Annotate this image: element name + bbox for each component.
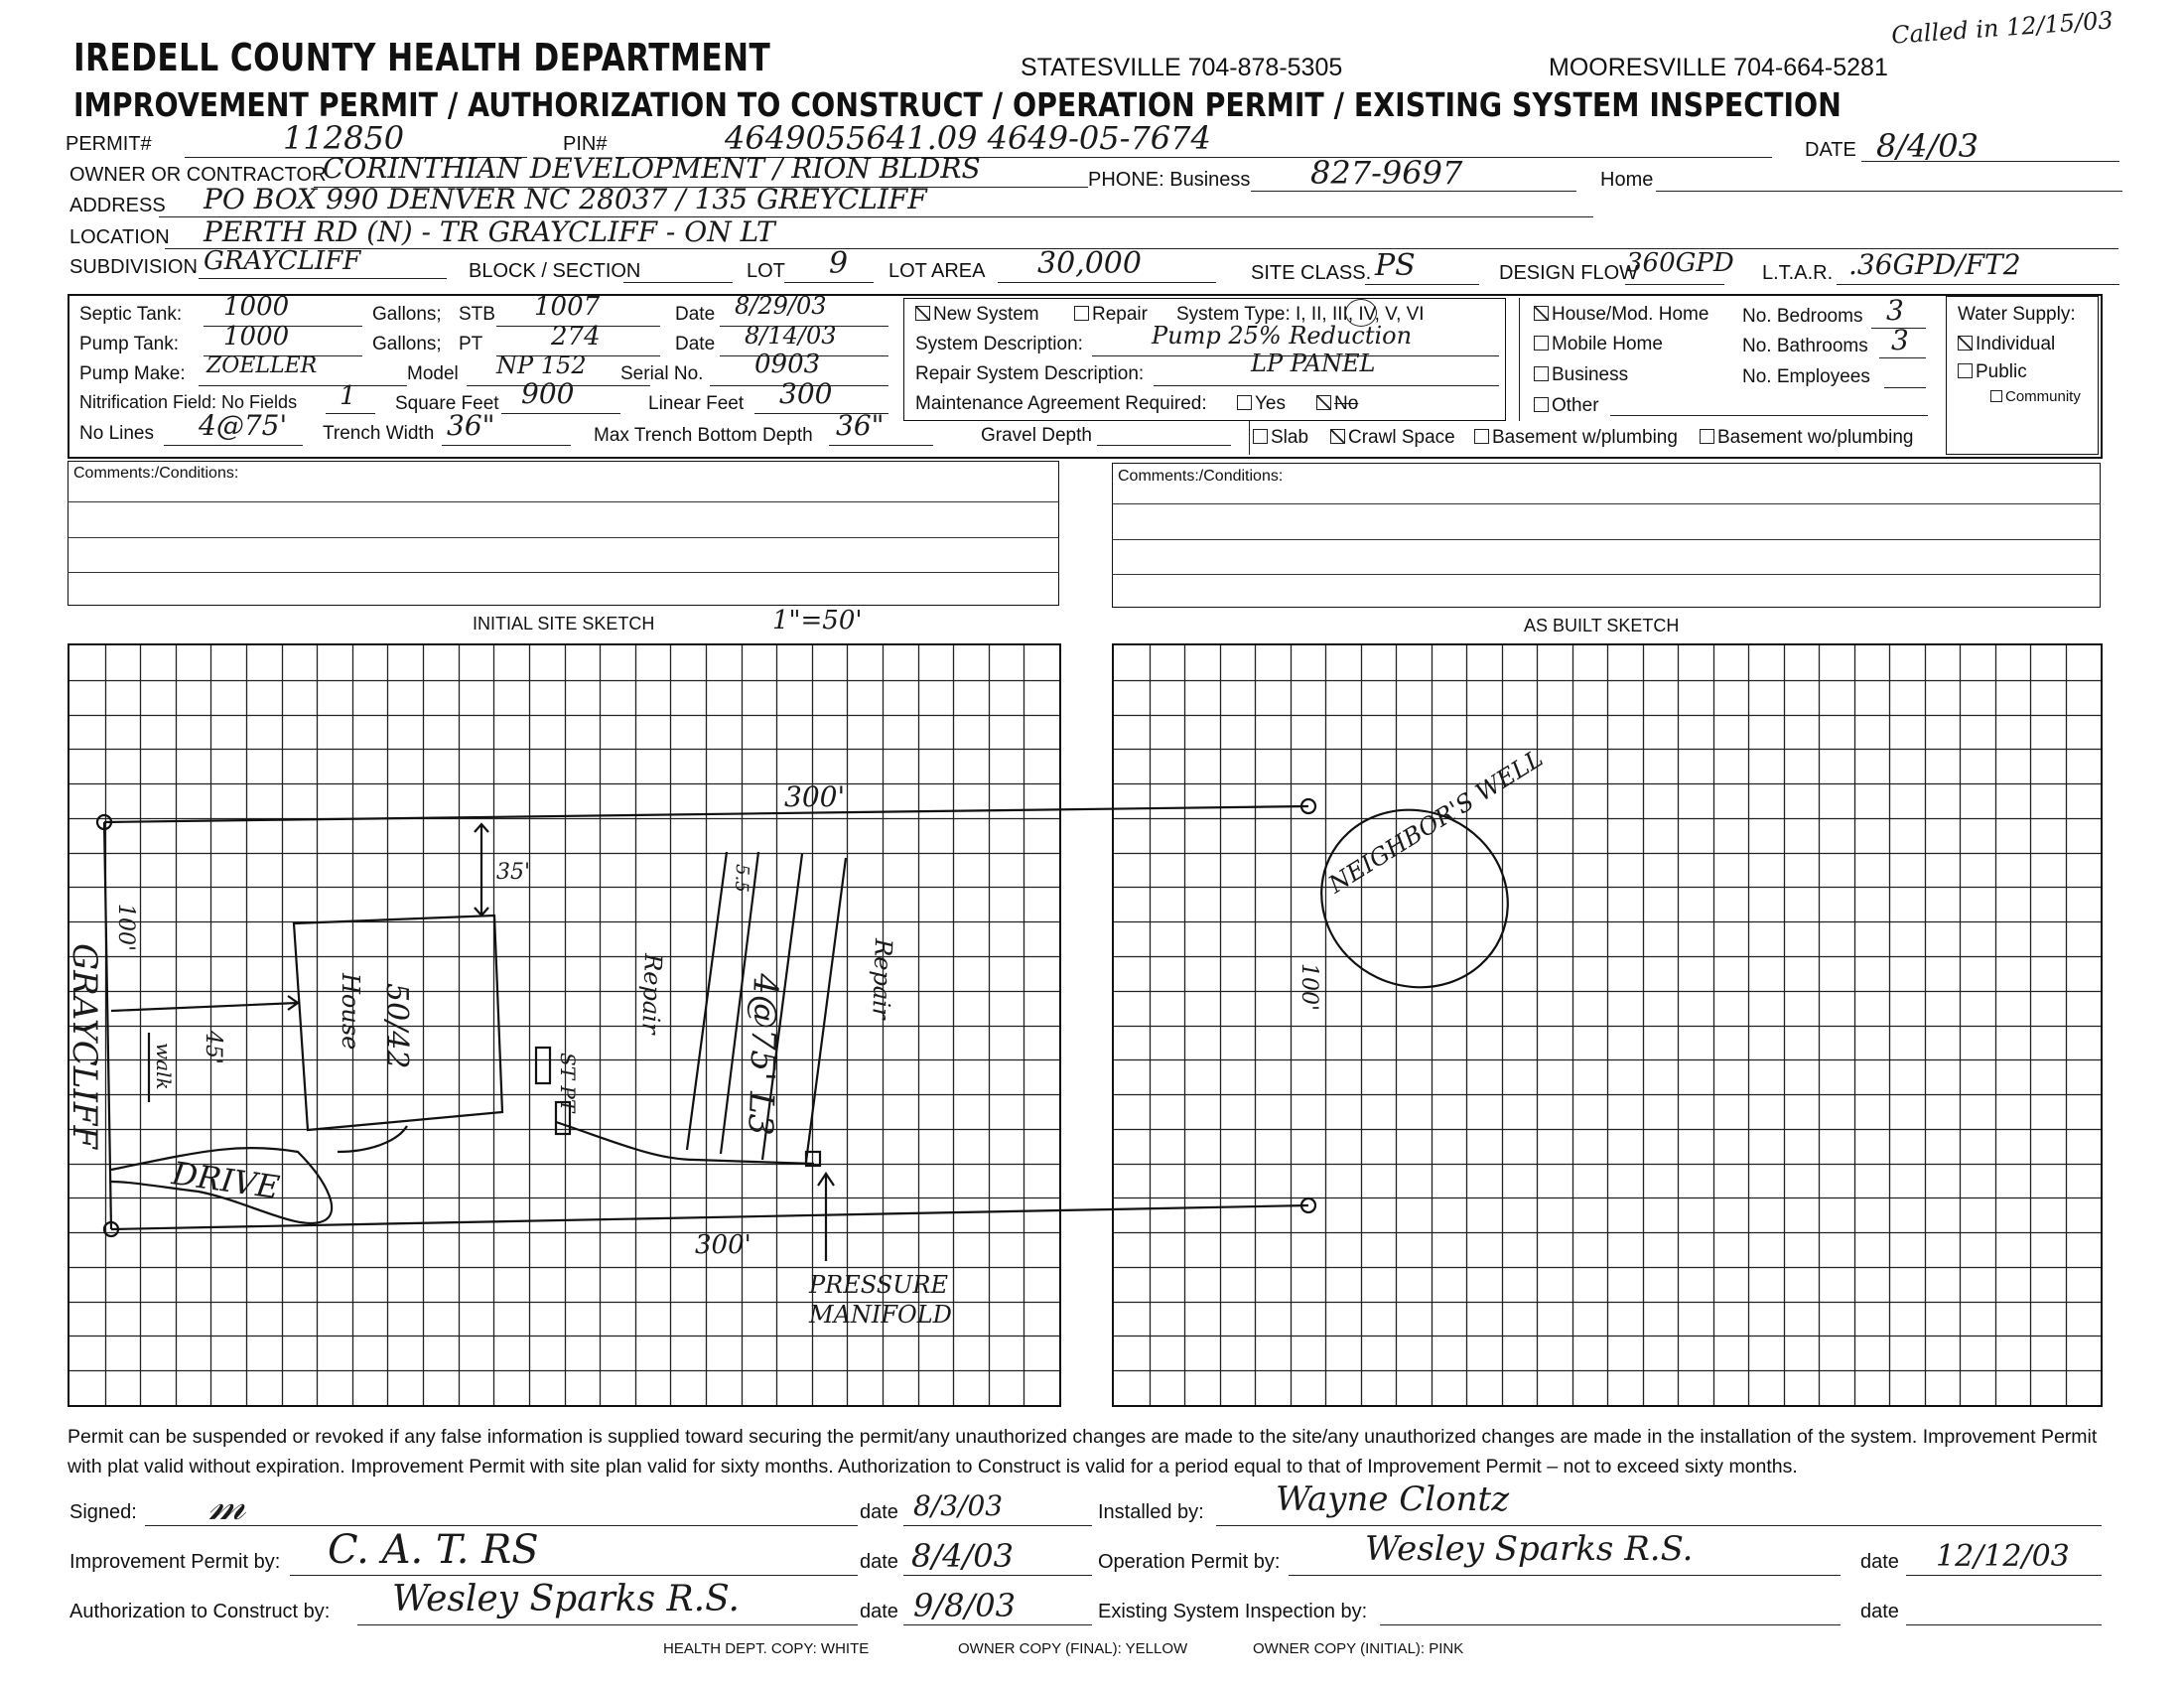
pump-make-label: Pump Make: (79, 363, 186, 384)
basement-plumbing-label: Basement w/plumbing (1492, 427, 1678, 448)
ltar-value: .36GPD/FT2 (1848, 248, 2021, 281)
bathrooms-value: 3 (1891, 324, 1909, 356)
comments-left-label: Comments:/Conditions: (73, 465, 239, 482)
water-community-label: Community (2005, 388, 2081, 405)
dim-setback-label: 35' (496, 860, 531, 885)
pump-make-value: ZOELLER (206, 353, 318, 378)
repair-label: Repair (1092, 304, 1148, 325)
well-label: NEIGHBOR'S WELL (1323, 744, 1549, 900)
design-flow-value: 360GPD (1626, 248, 1734, 278)
water-public-label: Public (1976, 361, 2027, 382)
business-label: Business (1552, 364, 1629, 385)
pump-tank-value: 1000 (223, 322, 290, 352)
block-section-label: BLOCK / SECTION (469, 260, 641, 282)
initial-sketch-label: INITIAL SITE SKETCH (473, 614, 655, 633)
repair-right-label: Repair (867, 937, 897, 1020)
linear-feet-value: 300 (779, 377, 833, 410)
no-fields-value: 1 (340, 381, 356, 411)
copy-yellow-label: OWNER COPY (FINAL): YELLOW (958, 1640, 1188, 1657)
pump-date-value: 8/14/03 (745, 322, 837, 350)
subdivision-label: SUBDIVISION (69, 256, 198, 278)
permit-notice: Permit can be suspended or revoked if any false information is supplied toward securing the permit/any unauthorized changes are made to the site/any unauthorized changes are made in the installation of the system. Improvement Permit with plat valid without expiration. Improvement Permit with site plan valid for sixty months. Authorization to Construct is valid for a period equal to that of Improvement Permit – not to exceed sixty months. (68, 1426, 2098, 1478)
employees-label: No. Employees (1742, 366, 1870, 387)
square-feet-label: Square Feet (395, 393, 499, 414)
max-depth-value: 36" (836, 409, 885, 442)
installed-label: Installed by: (1098, 1501, 1204, 1523)
pump-tank-label: Pump Tank: (79, 334, 179, 354)
trench-4 (806, 858, 846, 1162)
improvement-date: 8/4/03 (911, 1537, 1014, 1575)
linear-feet-label: Linear Feet (648, 393, 745, 414)
location-value: PERTH RD (N) - TR GRAYCLIFF - ON LT (204, 215, 775, 248)
improvement-label: Improvement Permit by: (69, 1551, 281, 1573)
pump-date-label: Date (675, 334, 716, 354)
dim-bottom-label: 300' (695, 1230, 751, 1260)
owner-label: OWNER OR CONTRACTOR (69, 164, 327, 186)
system-type-label: System Type: I, II, III, IV, V, VI (1176, 304, 1425, 325)
maintenance-label: Maintenance Agreement Required: (915, 393, 1207, 414)
subdivision-value: GRAYCLIFF (204, 246, 361, 276)
maintenance-no-label: No (1334, 393, 1359, 414)
nitrification-label: Nitrification Field: No Fields (79, 392, 298, 412)
form-title: IMPROVEMENT PERMIT / AUTHORIZATION TO CONSTRUCT / OPERATION PERMIT / EXISTING SYSTEM INSPECTION (73, 85, 1842, 124)
no-lines-label: No Lines (79, 423, 154, 444)
asbuilt-sketch-label: AS BUILT SKETCH (1524, 616, 1680, 635)
home-label: Home (1600, 169, 1654, 191)
stb-value: 1007 (534, 292, 601, 322)
serial-value: 0903 (754, 350, 821, 379)
line-spacing-label: 5.5 (731, 863, 752, 894)
setback-arrow (475, 824, 488, 915)
model-value: NP 152 (496, 352, 587, 379)
max-depth-label: Max Trench Bottom Depth (594, 425, 813, 446)
permit-label: PERMIT# (66, 133, 152, 155)
water-individual-label: Individual (1976, 334, 2056, 354)
slab-label: Slab (1271, 427, 1309, 448)
lot-area-value: 30,000 (1037, 246, 1142, 281)
lot-label: LOT (747, 260, 785, 282)
lot-area-label: LOT AREA (888, 260, 986, 282)
gravel-depth-label: Gravel Depth (981, 425, 1092, 446)
authorization-by: Wesley Sparks R.S. (392, 1579, 740, 1619)
operation-date: 12/12/03 (1936, 1539, 2070, 1574)
copy-pink-label: OWNER COPY (INITIAL): PINK (1253, 1640, 1464, 1657)
crawl-space-label: Crawl Space (1348, 427, 1455, 448)
trench-width-label: Trench Width (323, 423, 435, 444)
septic-date-label: Date (675, 304, 716, 325)
signed-date: 8/3/03 (913, 1489, 1004, 1522)
septic-tank (536, 1048, 550, 1083)
road-label: GRAYCLIFF (65, 943, 104, 1149)
pt-value: 274 (551, 322, 601, 352)
phone-business-label: PHONE: Business (1088, 169, 1251, 191)
offset-arrow (111, 996, 298, 1011)
bedrooms-value: 3 (1886, 294, 1904, 327)
operation-label: Operation Permit by: (1098, 1551, 1281, 1573)
square-feet-value: 900 (521, 377, 575, 410)
lot-boundary-top (104, 806, 1308, 822)
dim-left-label: 100' (113, 904, 138, 952)
signed-date-label: date (860, 1501, 898, 1523)
signed-signature: 𝓂 (208, 1479, 246, 1530)
mobile-home-label: Mobile Home (1552, 334, 1663, 354)
statesville-phone: STATESVILLE 704-878-5305 (1021, 54, 1343, 81)
lot-boundary-bottom (111, 1205, 1308, 1229)
drive-to-house (338, 1126, 407, 1152)
ltar-label: L.T.A.R. (1762, 262, 1834, 284)
other-label: Other (1552, 395, 1599, 416)
house-size-label: 50/42 (379, 983, 414, 1069)
lot-value: 9 (829, 246, 849, 281)
existing-date-label: date (1860, 1601, 1899, 1622)
repair-left-label: Repair (636, 952, 667, 1035)
well-circle (1293, 779, 1538, 1018)
new-system-label: New System (933, 304, 1039, 325)
phone-business-value: 827-9697 (1310, 154, 1463, 192)
authorization-date-label: date (860, 1601, 898, 1622)
pump-gallons-label: Gallons; (372, 334, 442, 354)
installed-by: Wayne Clontz (1276, 1479, 1510, 1519)
septic-date-value: 8/29/03 (735, 292, 827, 320)
copy-white-label: HEALTH DEPT. COPY: WHITE (663, 1640, 870, 1657)
manifold-label (808, 1271, 952, 1329)
bedrooms-label: No. Bedrooms (1742, 306, 1863, 327)
no-lines-value: 4@75' (199, 409, 288, 442)
trench-lines-label: 4@75' L3 (740, 972, 785, 1137)
permit-value: 112850 (283, 119, 405, 157)
site-class-value: PS (1375, 248, 1416, 283)
lot-boundary-left (104, 822, 111, 1229)
pt-label: PT (459, 334, 483, 354)
operation-date-label: date (1860, 1551, 1899, 1573)
design-flow-label: DESIGN FLOW (1499, 262, 1639, 284)
tanks-label: ST PT (556, 1053, 580, 1113)
model-label: Model (407, 363, 459, 384)
trench-1 (687, 852, 727, 1150)
water-supply-label: Water Supply: (1958, 304, 2076, 325)
system-description-label: System Description: (915, 334, 1083, 354)
pin-label: PIN# (563, 133, 608, 155)
walk-label: walk (152, 1043, 176, 1090)
address-value: PO BOX 990 DENVER NC 28037 / 135 GREYCLIFF (204, 183, 927, 215)
comments-right-label: Comments:/Conditions: (1118, 468, 1284, 485)
department-title: IREDELL COUNTY HEALTH DEPARTMENT (73, 36, 771, 79)
system-description-value: Pump 25% Reduction (1152, 322, 1413, 350)
maintenance-yes-label: Yes (1255, 393, 1286, 414)
signed-label: Signed: (69, 1501, 137, 1523)
septic-tank-value: 1000 (223, 292, 290, 322)
existing-label: Existing System Inspection by: (1098, 1601, 1368, 1622)
sketch-scale: 1"=50' (772, 606, 863, 635)
dim-offset-label: 45' (201, 1031, 225, 1065)
date-label: DATE (1805, 139, 1856, 161)
house-label: House (337, 973, 364, 1051)
date-value: 8/4/03 (1876, 127, 1979, 165)
septic-gallons-label: Gallons; (372, 304, 442, 325)
dim-right-label: 100' (1297, 963, 1321, 1012)
stb-label: STB (459, 304, 495, 325)
manifold-label-line: MANIFOLD (809, 1301, 952, 1329)
septic-tank-label: Septic Tank: (79, 304, 183, 325)
bathrooms-label: No. Bathrooms (1742, 336, 1868, 356)
authorization-label: Authorization to Construct by: (69, 1601, 331, 1622)
pin-value: 4649055641.09 4649-05-7674 (725, 119, 1211, 157)
operation-by: Wesley Sparks R.S. (1365, 1529, 1694, 1569)
repair-description-value: LP PANEL (1251, 350, 1376, 377)
owner-value: CORINTHIAN DEVELOPMENT / RION BLDRS (323, 152, 981, 185)
basement-noplumbing-label: Basement wo/plumbing (1717, 427, 1914, 448)
repair-description-label: Repair System Description: (915, 363, 1145, 384)
mooresville-phone: MOORESVILLE 704-664-5281 (1549, 54, 1888, 81)
drive-label: DRIVE (169, 1154, 282, 1207)
manifold-arrow (818, 1174, 834, 1261)
improvement-by: C. A. T. RS (328, 1527, 539, 1573)
trench-width-value: 36" (447, 409, 495, 442)
manifold-label-line: PRESSURE (809, 1271, 949, 1299)
address-label: ADDRESS (69, 195, 166, 216)
improvement-date-label: date (860, 1551, 898, 1573)
site-class-label: SITE CLASS. (1251, 262, 1372, 284)
location-label: LOCATION (69, 226, 170, 248)
serial-label: Serial No. (620, 363, 704, 384)
authorization-date: 9/8/03 (913, 1587, 1016, 1624)
house-label: House/Mod. Home (1552, 304, 1709, 325)
dim-top-label: 300' (784, 780, 846, 813)
corner-note: Called in 12/15/03 (1890, 6, 2115, 50)
